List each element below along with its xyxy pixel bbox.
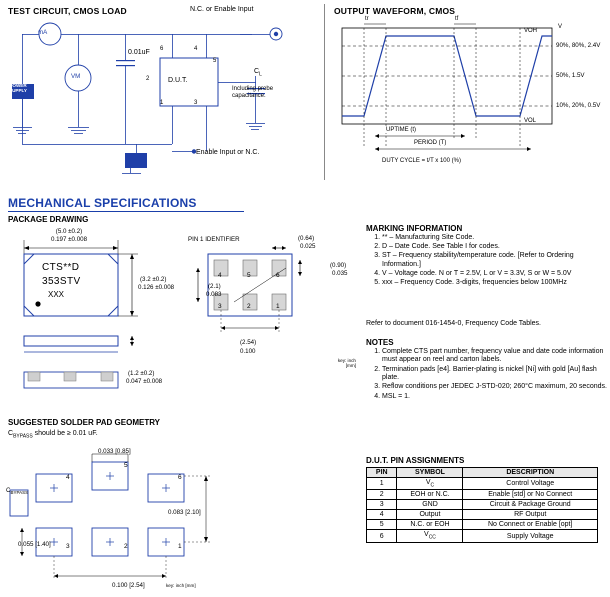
cell-symbol: $V_{CC}$ — [397, 530, 463, 542]
pkg-pad-3: 3 — [218, 303, 222, 310]
dut-pin-6: 6 — [160, 46, 164, 52]
pkg-pad-5: 5 — [247, 272, 251, 279]
marking-line-2: 353STV — [42, 276, 81, 287]
marking-item-3: 3. ST – Frequency stability/temperature code. [Refer to Ordering Information.] — [382, 252, 610, 268]
cell-symbol: N.C. or EOH — [397, 520, 463, 530]
package-top-dim: (5.0 ±0.2) — [55, 228, 83, 235]
nc-enable-top-label: N.C. or Enable Input — [190, 6, 254, 13]
pkg-pad-6: 6 — [276, 272, 280, 279]
table-row — [367, 500, 598, 510]
dut-pin-5: 5 — [213, 58, 217, 64]
period-label: PERIOD (T) — [414, 140, 447, 146]
notes-title: NOTES — [366, 338, 394, 347]
solder-dim-right: 0.083 [2.10] — [168, 509, 201, 516]
cbypass-label: $C_{BYPASS}$ — [6, 487, 29, 496]
marking-information-list — [370, 234, 610, 288]
solder-key-note: key: inch [mm] — [166, 583, 196, 588]
level-label-50: 50%, 1.5V — [556, 72, 585, 79]
duty-cycle-label: DUTY CYCLE = t/T x 100 (%) — [382, 158, 461, 164]
pad-width-dim: (0.64) — [298, 235, 315, 242]
solder-dim-bottom: 0.100 [2.54] — [112, 582, 145, 589]
cell-symbol: Output — [397, 510, 463, 520]
th-description: DESCRIPTION — [463, 468, 598, 478]
cell-pin: 5 — [367, 520, 397, 530]
cell-symbol: EOH or N.C. — [397, 490, 463, 500]
th-symbol: SYMBOL — [397, 468, 463, 478]
uptime-label: UPTIME (t) — [386, 127, 416, 133]
marking-item-5: 5. xxx – Frequency Code. 3-digits, frequencies below 100MHz — [382, 279, 610, 287]
package-left-dim: (2.1) — [208, 283, 221, 290]
marking-item-4: 4. V – Voltage code. N or T = 2.5V, L or V = 3.3V, S or W = 5.0V — [382, 270, 610, 278]
vmax-label: V — [558, 24, 563, 30]
marking-item-1: 1. ** – Manufacturing Site Code. — [382, 234, 610, 242]
vol-label: VOL — [524, 118, 537, 124]
cell-description: No Connect or Enable [opt] — [463, 520, 598, 530]
cell-pin: 2 — [367, 490, 397, 500]
package-drawing-title: PACKAGE DRAWING — [8, 215, 89, 224]
cell-description: Control Voltage — [463, 478, 598, 490]
marking-line-3: XXX — [48, 290, 65, 299]
mechanical-specifications-title: MECHANICAL SPECIFICATIONS — [8, 196, 197, 210]
tr-label: tr — [365, 16, 369, 22]
solder-pad-6: 6 — [178, 474, 182, 481]
pad-width-dim-inch: 0.025 — [300, 243, 316, 250]
package-side-dim-inch: 0.126 ±0.008 — [138, 284, 175, 291]
meter-label: mA — [38, 29, 48, 36]
cell-description: Enable [std] or No Connect — [463, 490, 598, 500]
table-row — [367, 490, 598, 500]
solder-pad-diagram — [6, 442, 326, 592]
table-row — [367, 520, 598, 530]
solder-dim-left: 0.055 [1.40] — [18, 541, 51, 548]
pkg-pad-1: 1 — [276, 303, 280, 310]
cl-subscript: L — [259, 71, 262, 78]
cell-symbol: GND — [397, 500, 463, 510]
tf-label: tf — [455, 16, 459, 22]
note-item-2: 2. Termination pads [e4]. Barrier-plating is nickel [Ni] with gold [Au] flash plate. — [382, 366, 610, 382]
power-supply-left-label: POWER SUPPLY — [9, 83, 27, 93]
marking-line-1: CTS**D — [42, 262, 80, 273]
th-pin: PIN — [367, 468, 397, 478]
vm-label: VM — [71, 73, 81, 80]
voh-label: VOH — [524, 28, 538, 34]
marking-information-title: MARKING INFORMATION — [366, 224, 463, 233]
cell-pin: 1 — [367, 478, 397, 490]
table-row — [367, 478, 598, 490]
note-item-3: 3. Reflow conditions per JEDEC J-STD-020; 260°C maximum, 20 seconds. — [382, 383, 610, 391]
cell-description: Circuit & Package Ground — [463, 500, 598, 510]
pin-assignments-title: D.U.T. PIN ASSIGNMENTS — [366, 456, 465, 465]
notes-list — [370, 348, 610, 402]
cell-description: Supply Voltage — [463, 530, 598, 542]
table-row — [367, 510, 598, 520]
bypass-note: $C_{BYPASS}$ should be ≥ 0.01 uF. — [8, 430, 98, 440]
package-bottom-dim: (2.54) — [240, 339, 257, 346]
cell-description: RF Output — [463, 510, 598, 520]
dut-pin-1: 1 — [160, 100, 164, 106]
package-height-dim: (1.2 ±0.2) — [128, 370, 155, 377]
cell-symbol: $V_C$ — [397, 478, 463, 490]
pad-height-dim: (0.90) — [330, 262, 347, 269]
package-side-dim: (3.2 ±0.2) — [140, 276, 167, 283]
marking-footer-note: Refer to document 016-1454-0, Frequency Code Tables. — [366, 320, 541, 327]
level-label-90: 90%, 80%, 2.4V — [556, 42, 601, 49]
solder-pad-title: SUGGESTED SOLDER PAD GEOMETRY — [8, 418, 161, 427]
cl-label: $C_L$ — [254, 68, 262, 78]
note-item-4: 4. MSL = 1. — [382, 393, 610, 401]
table-row — [367, 530, 598, 542]
package-key-note: key: inch [mm] — [337, 358, 356, 369]
cap-label: 0.01uF — [128, 49, 150, 56]
package-height-dim-inch: 0.047 ±0.008 — [126, 378, 163, 385]
table-header-row — [367, 468, 598, 478]
cell-pin: 3 — [367, 500, 397, 510]
package-bottom-dim-inch: 0.100 — [240, 348, 256, 355]
dut-label: D.U.T. — [168, 77, 188, 84]
pkg-pad-4: 4 — [218, 272, 222, 279]
pin-assignments-table — [366, 467, 598, 543]
waveform-diagram — [334, 18, 602, 168]
solder-pad-1: 1 — [178, 543, 182, 550]
dut-pin-2: 2 — [146, 76, 150, 82]
solder-pad-4: 4 — [66, 474, 70, 481]
pad-height-dim-inch: 0.035 — [332, 270, 348, 277]
package-left-dim-inch: 0.083 — [206, 291, 222, 298]
cell-pin: 4 — [367, 510, 397, 520]
dut-pin-4: 4 — [194, 46, 198, 52]
pin1-identifier-label: PIN 1 IDENTIFIER — [188, 236, 240, 243]
solder-pad-5: 5 — [124, 462, 128, 469]
output-waveform-title: OUTPUT WAVEFORM, CMOS — [334, 6, 456, 16]
solder-pad-3: 3 — [66, 543, 70, 550]
dut-pin-3: 3 — [194, 100, 198, 106]
enable-bottom-label: Enable Input or N.C. — [196, 149, 260, 156]
marking-item-2: 2. D – Date Code. See Table I for codes. — [382, 243, 610, 251]
note-item-1: 1. Complete CTS part number, frequency value and date code information must appear on reel and carton labels. — [382, 348, 610, 364]
package-top-dim-inch: 0.197 ±0.008 — [50, 236, 88, 243]
including-probe-note: Including probe capacitance. — [232, 86, 274, 99]
solder-pad-2: 2 — [124, 543, 128, 550]
solder-dim-top: 0.033 [0.85] — [98, 448, 131, 455]
test-circuit-title: TEST CIRCUIT, CMOS LOAD — [8, 6, 127, 16]
cell-pin: 6 — [367, 530, 397, 542]
pkg-pad-2: 2 — [247, 303, 251, 310]
level-label-10: 10%, 20%, 0.5V — [556, 102, 601, 109]
